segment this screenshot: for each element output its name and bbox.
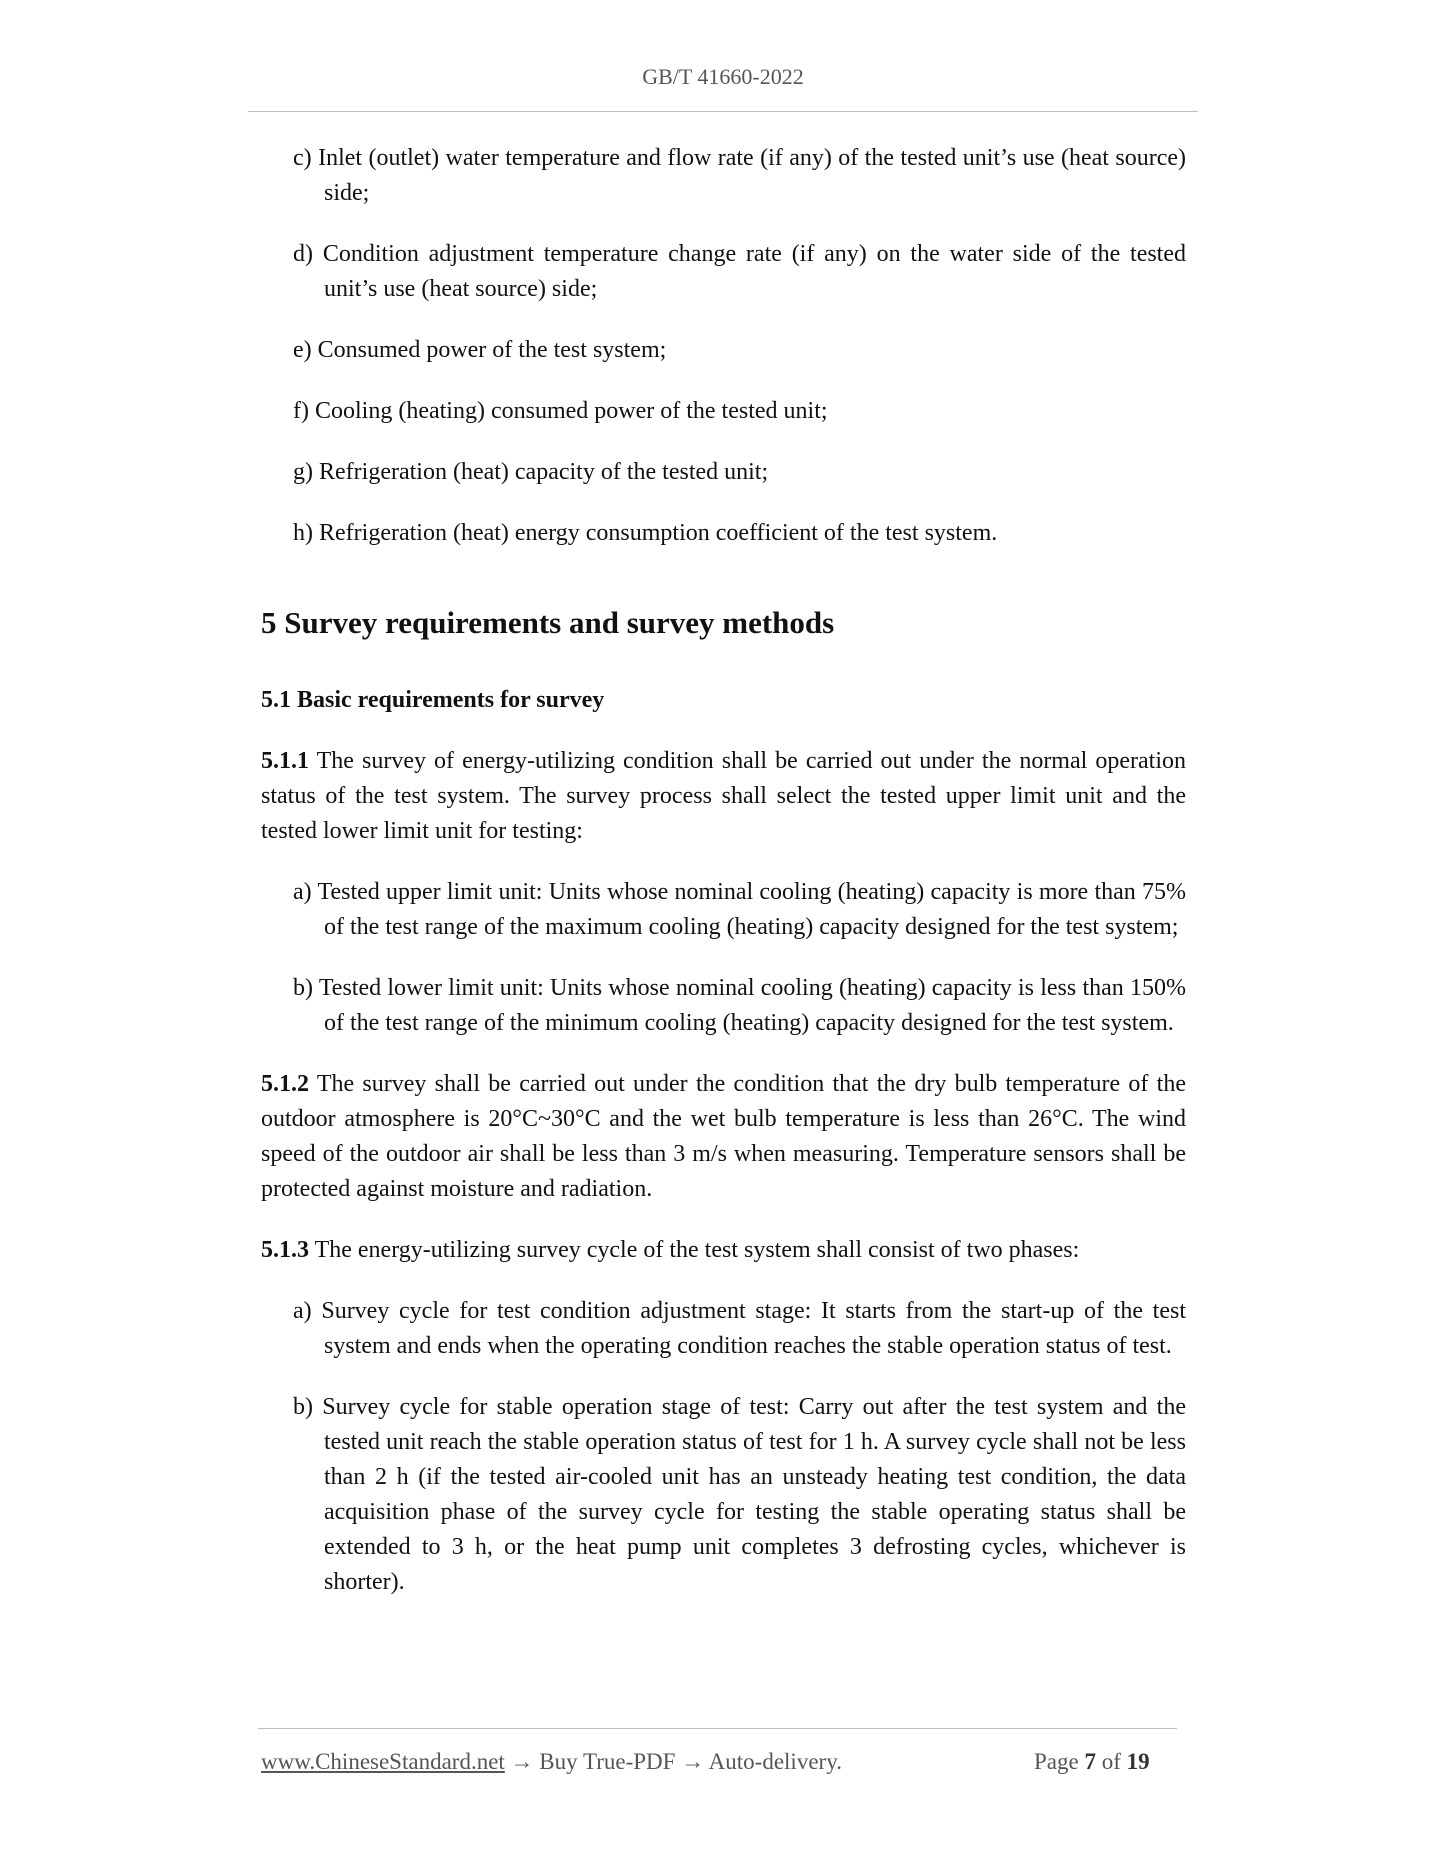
arrow-icon: → bbox=[510, 1749, 534, 1774]
list-text: Tested lower limit unit: Units whose nominal cooling (heating) capacity is less than 150% of the test range of the minimum cooling (heating) capacity designed for the test system. bbox=[318, 975, 1186, 1036]
page-current: 7 bbox=[1084, 1749, 1096, 1774]
footer-promo bbox=[261, 1749, 842, 1775]
list-item-e bbox=[293, 333, 1186, 368]
clause-5-1-3-item-a bbox=[293, 1294, 1186, 1364]
list-text: Condition adjustment temperature change rate (if any) on the water side of the tested unit’s use (heat source) side; bbox=[322, 241, 1187, 302]
list-item-c bbox=[293, 141, 1186, 211]
list-label: b) bbox=[293, 975, 313, 1001]
list-label: g) bbox=[293, 459, 313, 485]
clause-5-1-1-item-a bbox=[293, 875, 1186, 945]
list-text: Tested upper limit unit: Units whose nominal cooling (heating) capacity is more than 75% of the test range of the maximum cooling (heating) capacity designed for the test system; bbox=[317, 879, 1186, 940]
clause-5-1-3 bbox=[261, 1233, 1186, 1268]
list-item-f bbox=[293, 394, 1186, 429]
list-item-g bbox=[293, 455, 1186, 490]
list-label: h) bbox=[293, 520, 313, 546]
website-link[interactable]: www.ChineseStandard.net bbox=[261, 1749, 505, 1774]
list-label: b) bbox=[293, 1394, 313, 1420]
list-text: Survey cycle for test condition adjustment stage: It starts from the start-up of the test system and ends when the operating condition reaches the stable operation status of test. bbox=[321, 1298, 1186, 1359]
list-text: Consumed power of the test system; bbox=[317, 337, 667, 363]
list-label: d) bbox=[293, 241, 313, 267]
page-total: 19 bbox=[1126, 1749, 1150, 1774]
footer-divider bbox=[258, 1728, 1177, 1729]
buy-text: Buy True-PDF bbox=[539, 1749, 676, 1774]
clause-5-1-3-item-b bbox=[293, 1390, 1186, 1600]
list-text: Inlet (outlet) water temperature and flow rate (if any) of the tested unit’s use (heat source) side; bbox=[318, 145, 1186, 206]
list-text: Refrigeration (heat) energy consumption coefficient of the test system. bbox=[319, 520, 998, 546]
list-label: c) bbox=[293, 145, 312, 171]
clause-number: 5.1.1 bbox=[261, 748, 309, 774]
clause-number: 5.1.3 bbox=[261, 1237, 309, 1263]
list-label: e) bbox=[293, 337, 312, 363]
clause-5-1-2 bbox=[261, 1067, 1186, 1207]
list-item-h bbox=[293, 516, 1186, 551]
list-label: a) bbox=[293, 1298, 312, 1324]
list-text: Cooling (heating) consumed power of the tested unit; bbox=[314, 398, 828, 424]
clause-number: 5.1.2 bbox=[261, 1071, 309, 1097]
clause-text: The survey of energy-utilizing condition shall be carried out under the normal operation status of the test system. The survey process shall select the tested upper limit unit and the tested lower limit unit for testing: bbox=[261, 748, 1186, 844]
clause-5-1-1-item-b bbox=[293, 971, 1186, 1041]
page-indicator bbox=[1034, 1749, 1150, 1775]
list-item-d bbox=[293, 237, 1186, 307]
page-label: Page bbox=[1034, 1749, 1079, 1774]
clause-text: The energy-utilizing survey cycle of the test system shall consist of two phases: bbox=[314, 1237, 1080, 1263]
document-header-title: GB/T 41660-2022 bbox=[642, 64, 804, 89]
document-body bbox=[261, 141, 1186, 1600]
header-divider bbox=[248, 111, 1198, 112]
delivery-text: Auto-delivery. bbox=[708, 1749, 842, 1774]
list-label: f) bbox=[293, 398, 309, 424]
of-label: of bbox=[1101, 1749, 1121, 1774]
subsection-heading: 5.1 Basic requirements for survey bbox=[261, 687, 605, 713]
section-heading: 5 Survey requirements and survey methods bbox=[261, 605, 835, 640]
list-text: Refrigeration (heat) capacity of the tested unit; bbox=[319, 459, 769, 485]
clause-5-1-1 bbox=[261, 744, 1186, 849]
list-text: Survey cycle for stable operation stage of test: Carry out after the test system and the tested unit reach the stable operation status of test for 1 h. A survey cycle shall not be less than 2 h (if the tested air-cooled unit has an unsteady heating test condition, the data acquisition phase of the survey cycle for testing the stable operating status shall be extended to 3 h, or the heat pump unit completes 3 defrosting cycles, whichever is shorter). bbox=[322, 1394, 1187, 1595]
arrow-icon: → bbox=[681, 1749, 705, 1774]
list-label: a) bbox=[293, 879, 312, 905]
clause-text: The survey shall be carried out under the condition that the dry bulb temperature of the outdoor atmosphere is 20°C~30°C and the wet bulb temperature is less than 26°C. The wind speed of the outdoor air shall be less than 3 m/s when measuring. Temperature sensors shall be protected against moisture and radiation. bbox=[261, 1071, 1186, 1202]
